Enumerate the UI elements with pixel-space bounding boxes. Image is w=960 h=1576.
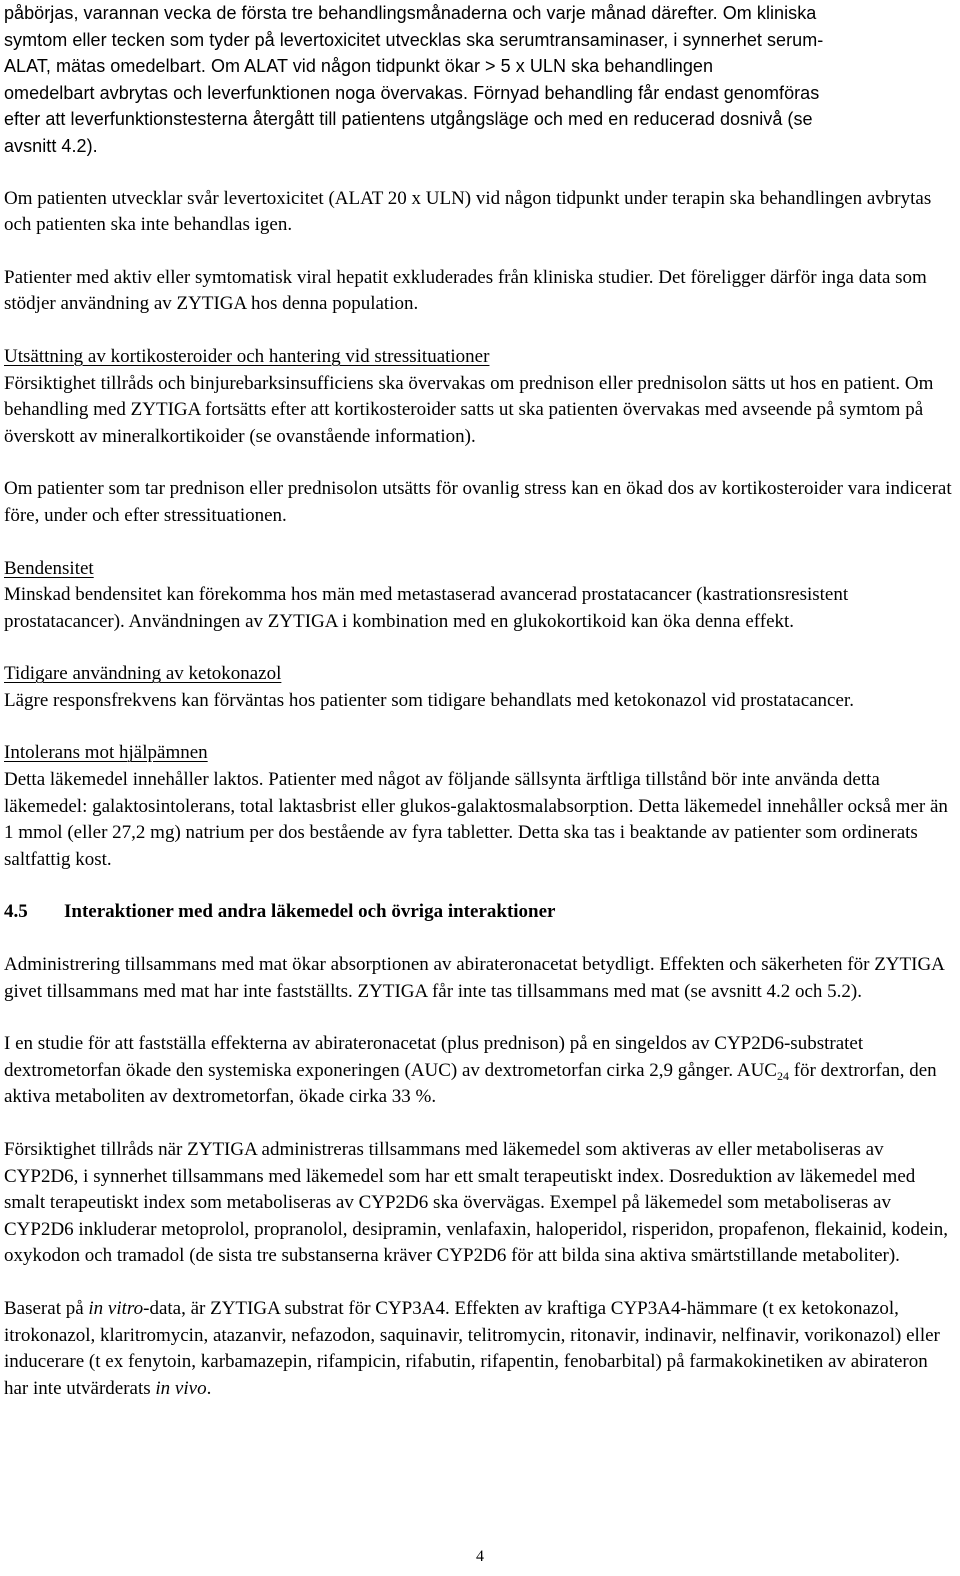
excipients-paragraph: Detta läkemedel innehåller laktos. Patienter med något av följande sällsynta ärftliga tillstånd bör inte använda detta läkemedel: galaktosintolerans, total laktasbrist eller glukos-galaktosmalabsorption. Detta läkemedel innehåller också mer än 1 mmol (eller 27,2 mg) natrium per dos bestående av fyra tabletter. Detta ska tas i beaktande av patienter som ordinerats saltfattig kost. [4, 769, 948, 870]
severe-hepatotoxicity-paragraph: Om patienten utvecklar svår levertoxicitet (ALAT 20 x ULN) vid någon tidpunkt under terapin ska behandlingen avbrytas och patienten ska inte behandlas igen. [4, 187, 932, 236]
liver-monitoring-paragraph [4, 0, 954, 160]
text-line: påbörjas, varannan vecka de första tre behandlingsmånaderna och varje månad därefter. Om kliniska [4, 3, 817, 23]
dextromethorphan-text: I en studie för att fastställa effekterna av abirateronacetat (plus prednison) på en singeldos av CYP2D6-substratet dextrometorfan ökade den systemiska exponeringen (AUC) av dextrometorfan cirka 2,9 gånger. AUC [4, 1033, 864, 1081]
section-title: Interaktioner med andra läkemedel och övriga interaktioner [64, 901, 556, 923]
cyp3a4-text-end: . [206, 1377, 212, 1399]
dextromethorphan-text-cont: för dextrorfan, den aktiva metaboliten av dextrometorfan, ökade cirka 33 %. [4, 1059, 937, 1108]
food-interaction-paragraph: Administrering tillsammans med mat ökar absorptionen av abirateronacetat betydligt. Effekten och säkerheten för ZYTIGA givet tillsammans med mat har inte fastställts. ZYTIGA får inte tas tillsammans med mat (se avsnitt 4.2 och 5.2). [4, 954, 944, 1002]
section-heading [4, 899, 954, 926]
text-line: omedelbart avbrytas och leverfunktionen noga övervakas. Förnyad behandling får endast genomföras [4, 82, 820, 103]
in-vitro-term: in vitro [88, 1297, 144, 1319]
section-number: 4.5 [4, 901, 28, 923]
cyp3a4-text: Baserat på [4, 1297, 89, 1319]
ketoconazole-heading: Tidigare användning av ketokonazol [4, 663, 282, 685]
bone-density-heading: Bendensitet [4, 557, 94, 579]
viral-hepatitis-paragraph: Patienter med aktiv eller symtomatisk viral hepatit exkluderades från kliniska studier. Det föreligger därför inga data som stödjer användning av ZYTIGA hos denna population. [4, 266, 927, 315]
text-line: symtom eller tecken som tyder på levertoxicitet utvecklas ska serumtransaminaser, i synnerhet serum- [4, 29, 824, 50]
cyp2d6-paragraph: Försiktighet tillråds när ZYTIGA administreras tillsammans med läkemedel som aktiveras av eller metaboliseras av CYP2D6, i synnerhet tillsammans med läkemedel som har ett smalt terapeutiskt index. Dosreduktion av läkemedel med smalt terapeutiskt index som metaboliseras av CYP2D6 ska övervägas. Exempel på läkemedel som metaboliseras av CYP2D6 inkluderar metoprolol, propranolol, desipramin, venlafaxin, haloperidol, risperidon, propafenon, flekainid, kodein, oxykodon och tramadol (de sista tre substanserna kräver CYP2D6 för att bilda sina aktiva smärtstillande metaboliter). [4, 1139, 948, 1267]
cyp3a4-paragraph [4, 1296, 954, 1402]
text-line: efter att leverfunktionstesterna återgått till patientens utgångsläge och med en reducerad dosnivå (se [4, 109, 813, 130]
ketoconazole-paragraph: Lägre responsfrekvens kan förväntas hos patienter som tidigare behandlats med ketokonazol vid prostatacancer. [4, 689, 854, 711]
document-page [4, 0, 954, 1402]
auc-subscript: 24 [776, 1068, 789, 1083]
excipients-heading: Intolerans mot hjälpämnen [4, 742, 208, 764]
text-line: avsnitt 4.2). [4, 135, 98, 156]
corticosteroid-heading: Utsättning av kortikosteroider och hantering vid stressituationer [4, 345, 490, 367]
bone-density-paragraph: Minskad bendensitet kan förekomma hos män med metastaserad avancerad prostatacancer (kastrationsresistent prostatacancer). Användningen av ZYTIGA i kombination med en glukokortikoid kan öka denna effekt. [4, 584, 849, 632]
dextromethorphan-paragraph [4, 1031, 954, 1111]
cyp3a4-text-cont: -data, är ZYTIGA substrat för CYP3A4. Effekten av kraftiga CYP3A4-hämmare (t ex ketokonazol, itrokonazol, klaritromycin, atazanvir, nefazodon, saquinavir, telitromycin, ritonavir, indinavir, nelfinavir, vorikonazol) eller inducerare (t ex fenytoin, karbamazepin, rifampicin, rifabutin, rifapentin, fenobarbital) på farmakokinetiken av abirateron har inte utvärderats [4, 1297, 940, 1399]
corticosteroid-paragraph: Försiktighet tillråds och binjurebarksinsufficiens ska övervakas om prednison eller prednisolon sätts ut hos en patient. Om behandling med ZYTIGA fortsätts efter att kortikosteroider satts ut ska patienten övervakas med avseende på symtom på överskott av mineralkortikoider (se ovanstående information). [4, 372, 934, 447]
stress-paragraph: Om patienter som tar prednison eller prednisolon utsätts för ovanlig stress kan en ökad dos av kortikosteroider vara indicerat före, under och efter stressituationen. [4, 478, 952, 526]
text-line: ALAT, mätas omedelbart. Om ALAT vid någon tidpunkt ökar > 5 x ULN ska behandlingen [4, 56, 713, 77]
page-number: 4 [476, 1548, 484, 1565]
in-vivo-term: in vivo [155, 1377, 207, 1399]
